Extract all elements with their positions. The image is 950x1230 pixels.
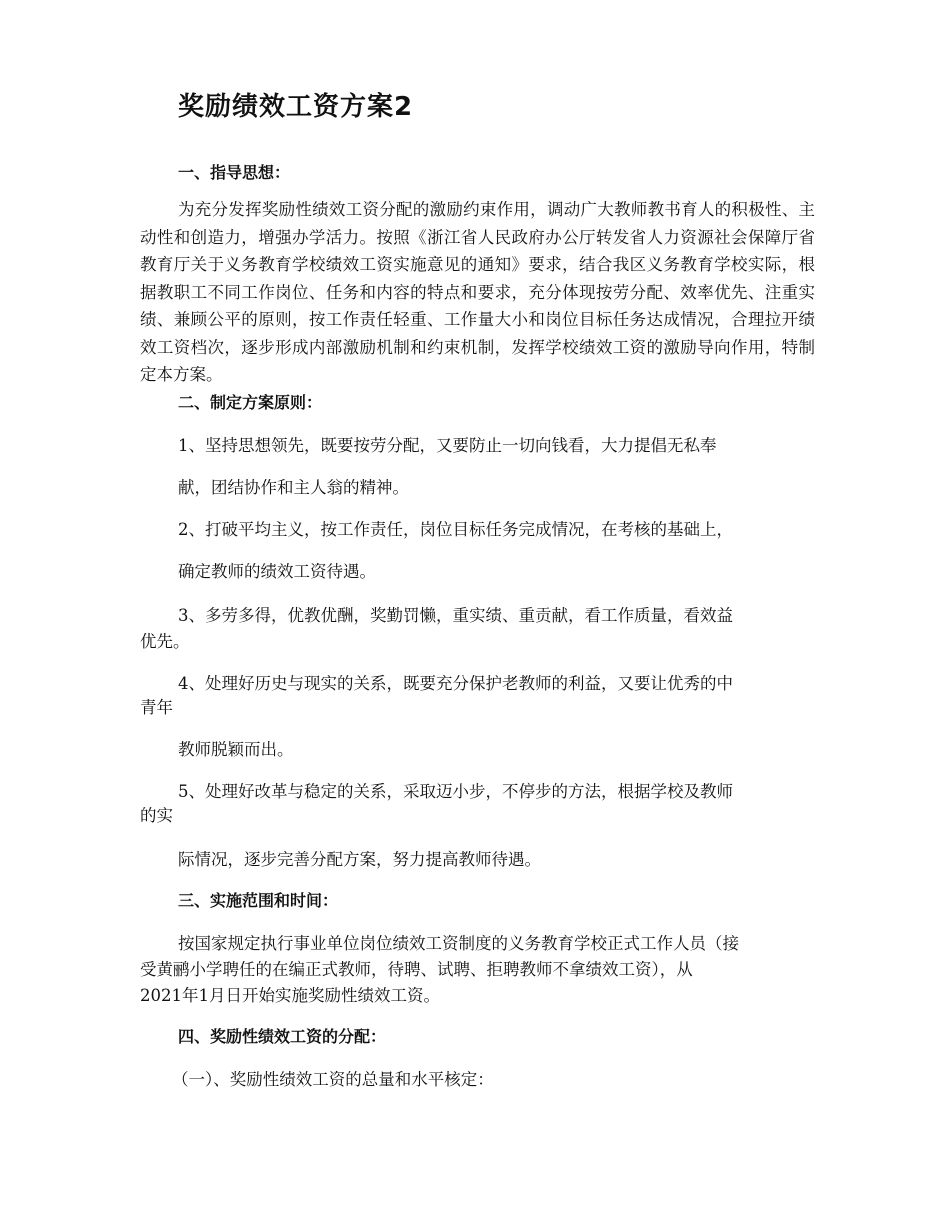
principle-4-line-3: 教师脱颖而出。 — [178, 740, 294, 759]
scope-line-3: 2021年1月日开始实施奖励性绩效工资。 — [140, 986, 440, 1005]
scope-line-2: 受黄鹂小学聘任的在编正式教师，待聘、试聘、拒聘教师不拿绩效工资），从 — [140, 960, 693, 979]
section-heading-scope-and-time: 三、实施范围和时间： — [178, 891, 339, 910]
principle-4-line-1: 4、处理好历史与现实的关系，既要充分保护老教师的利益，又要让优秀的中 — [178, 674, 733, 693]
principle-4-line-2: 青年 — [140, 698, 173, 717]
principle-2-line-2: 确定教师的绩效工资待遇。 — [178, 562, 376, 581]
distribution-subheading-1: （一）、奖励性绩效工资的总量和水平核定： — [172, 1070, 494, 1089]
document-title: 奖励绩效工资方案2 — [178, 92, 414, 122]
principle-5-line-1: 5、处理好改革与稳定的关系，采取迈小步，不停步的方法，根据学校及教师 — [178, 782, 733, 801]
principle-1-line-1: 1、坚持思想领先，既要按劳分配，又要防止一切向钱看，大力提倡无私奉 — [178, 436, 717, 455]
section-heading-distribution: 四、奖励性绩效工资的分配： — [178, 1027, 387, 1046]
section-heading-guiding-ideology: 一、指导思想： — [178, 163, 291, 182]
principle-5-line-3: 际情况，逐步完善分配方案，努力提高教师待遇。 — [178, 850, 541, 869]
guiding-ideology-paragraph: 为充分发挥奖励性绩效工资分配的激励约束作用，调动广大教师教书育人的积极性、主动性和创造力，增强办学活力。按照《浙江省人民政府办公厅转发省人力资源社会保障厅省教育厅关于义务教育学校绩效工资实施意见的通知》要求，结合我区义务教育学校实际，根据教职工不同工作岗位、任务和内容的特点和要求，充分体现按劳分配、效率优先、注重实绩、兼顾公平的原则，按工作责任轻重、工作量大小和岗位目标任务达成情况，合理拉开绩效工资档次，逐步形成内部激励机制和约束机制，发挥学校绩效工资的激励导向作用，特制定本方案。 — [140, 200, 815, 384]
principle-1-line-2: 献，团结协作和主人翁的精神。 — [178, 478, 409, 497]
section-heading-principles: 二、制定方案原则： — [178, 393, 323, 412]
scope-line-1: 按国家规定执行事业单位岗位绩效工资制度的义务教育学校正式工作人员（接 — [178, 934, 739, 953]
principle-3-line-2: 优先。 — [140, 632, 190, 651]
principle-5-line-2: 的实 — [140, 806, 173, 825]
principle-3-line-1: 3、多劳多得，优教优酬，奖勤罚懒，重实绩、重贡献，看工作质量，看效益 — [178, 606, 733, 625]
principle-2-line-1: 2、打破平均主义，按工作责任，岗位目标任务完成情况，在考核的基础上， — [178, 520, 733, 539]
